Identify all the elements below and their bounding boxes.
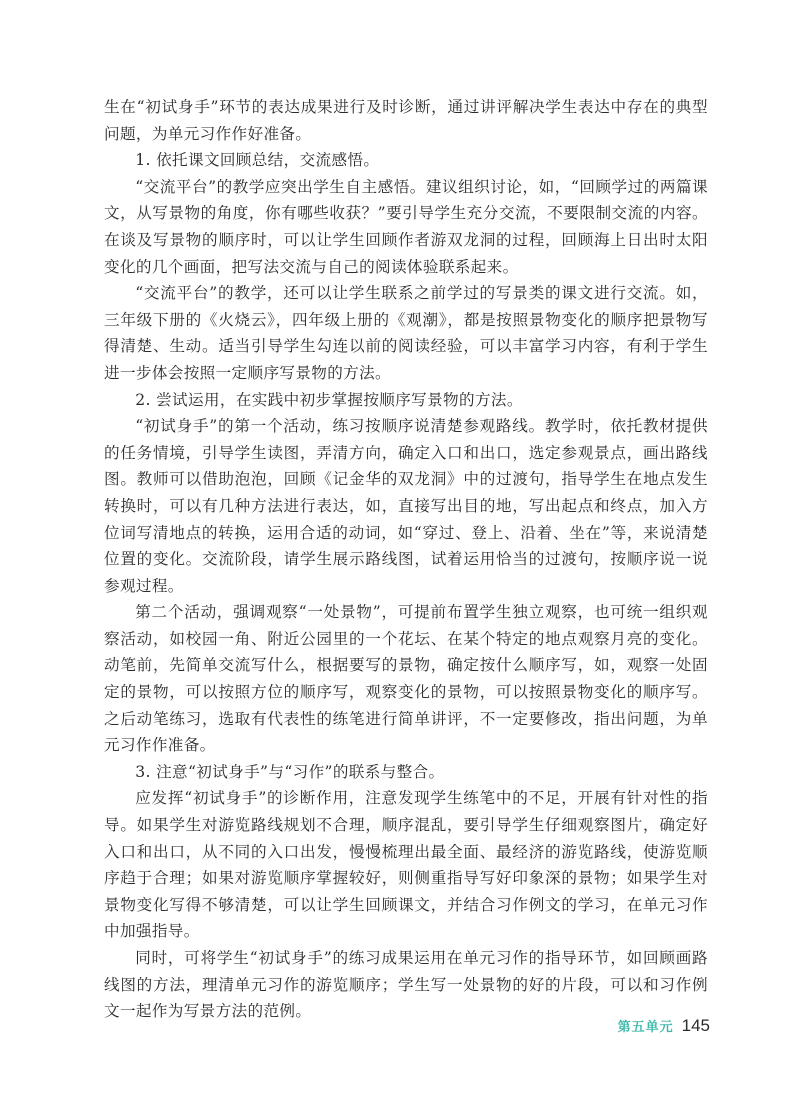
- body-text: [104, 94, 708, 1025]
- paragraph-continuation: 生在“初试身手”环节的表达成果进行及时诊断，通过讲评解决学生表达中存在的典型问题，为单元习作作好准备。: [104, 98, 708, 143]
- paragraph: “交流平台”的教学，还可以让学生联系之前学过的写景类的课文进行交流。如，三年级下册的《火烧云》，四年级上册的《观潮》，都是按照景物变化的顺序把景物写得清楚、生动。适当引导学生勾连以前的阅读经验，可以丰富学习内容，有利于学生进一步体会按照一定顺序写景物的方法。: [104, 284, 708, 382]
- paragraph: 同时，可将学生“初试身手”的练习成果运用在单元习作的指导环节，如回顾画路线图的方法，理清单元习作的游览顺序；学生写一处景物的好的片段，可以和习作例文一起作为写景方法的范例。: [104, 949, 708, 1021]
- paragraph: 应发挥“初试身手”的诊断作用，注意发现学生练笔中的不足，开展有针对性的指导。如果学生对游览路线规划不合理，顺序混乱，要引导学生仔细观察图片，确定好入口和出口，从不同的入口出发，慢慢梳理出最全面、最经济的游览路线，使游览顺序趋于合理；如果对游览顺序掌握较好，则侧重指导写好印象深的景物；如果学生对景物变化写得不够清楚，可以让学生回顾课文，并结合习作例文的学习，在单元习作中加强指导。: [104, 789, 708, 941]
- page-number: 145: [681, 1016, 710, 1035]
- section-heading-1: 1. 依托课文回顾总结，交流感悟。: [135, 151, 380, 170]
- page-footer: [618, 1016, 710, 1036]
- section-heading-2: 2. 尝试运用，在实践中初步掌握按顺序写景物的方法。: [135, 390, 523, 409]
- paragraph: “初试身手”的第一个活动，练习按顺序说清楚参观路线。教学时，依托教材提供的任务情境，引导学生读图，弄清方向，确定入口和出口，选定参观景点，画出路线图。教师可以借助泡泡，回顾《记金华的双龙洞》中的过渡句，指导学生在地点发生转换时，可以有几种方法进行表达，如，直接写出目的地，写出起点和终点，加入方位词写清地点的转换，运用合适的动词，如“穿过、登上、沿着、坐在”等，来说清楚位置的变化。交流阶段，请学生展示路线图，试着运用恰当的过渡句，按顺序说一说参观过程。: [104, 417, 708, 595]
- paragraph: 第二个活动，强调观察“一处景物”，可提前布置学生独立观察，也可统一组织观察活动，如校园一角、附近公园里的一个花坛、在某个特定的地点观察月亮的变化。动笔前，先简单交流写什么，根据要写的景物，确定按什么顺序写，如，观察一处固定的景物，可以按照方位的顺序写，观察变化的景物，可以按照景物变化的顺序写。之后动笔练习，选取有代表性的练笔进行简单讲评，不一定要修改，指出问题，为单元习作作准备。: [104, 603, 708, 755]
- section-heading-3: 3. 注意“初试身手”与“习作”的联系与整合。: [135, 762, 445, 781]
- paragraph: “交流平台”的教学应突出学生自主感悟。建议组织讨论，如，“回顾学过的两篇课文，从写景物的角度，你有哪些收获？”要引导学生充分交流，不要限制交流的内容。在谈及写景物的顺序时，可以让学生回顾作者游双龙洞的过程，回顾海上日出时太阳变化的几个画面，把写法交流与自己的阅读体验联系起来。: [104, 177, 708, 276]
- unit-label: 第五单元: [617, 1020, 674, 1035]
